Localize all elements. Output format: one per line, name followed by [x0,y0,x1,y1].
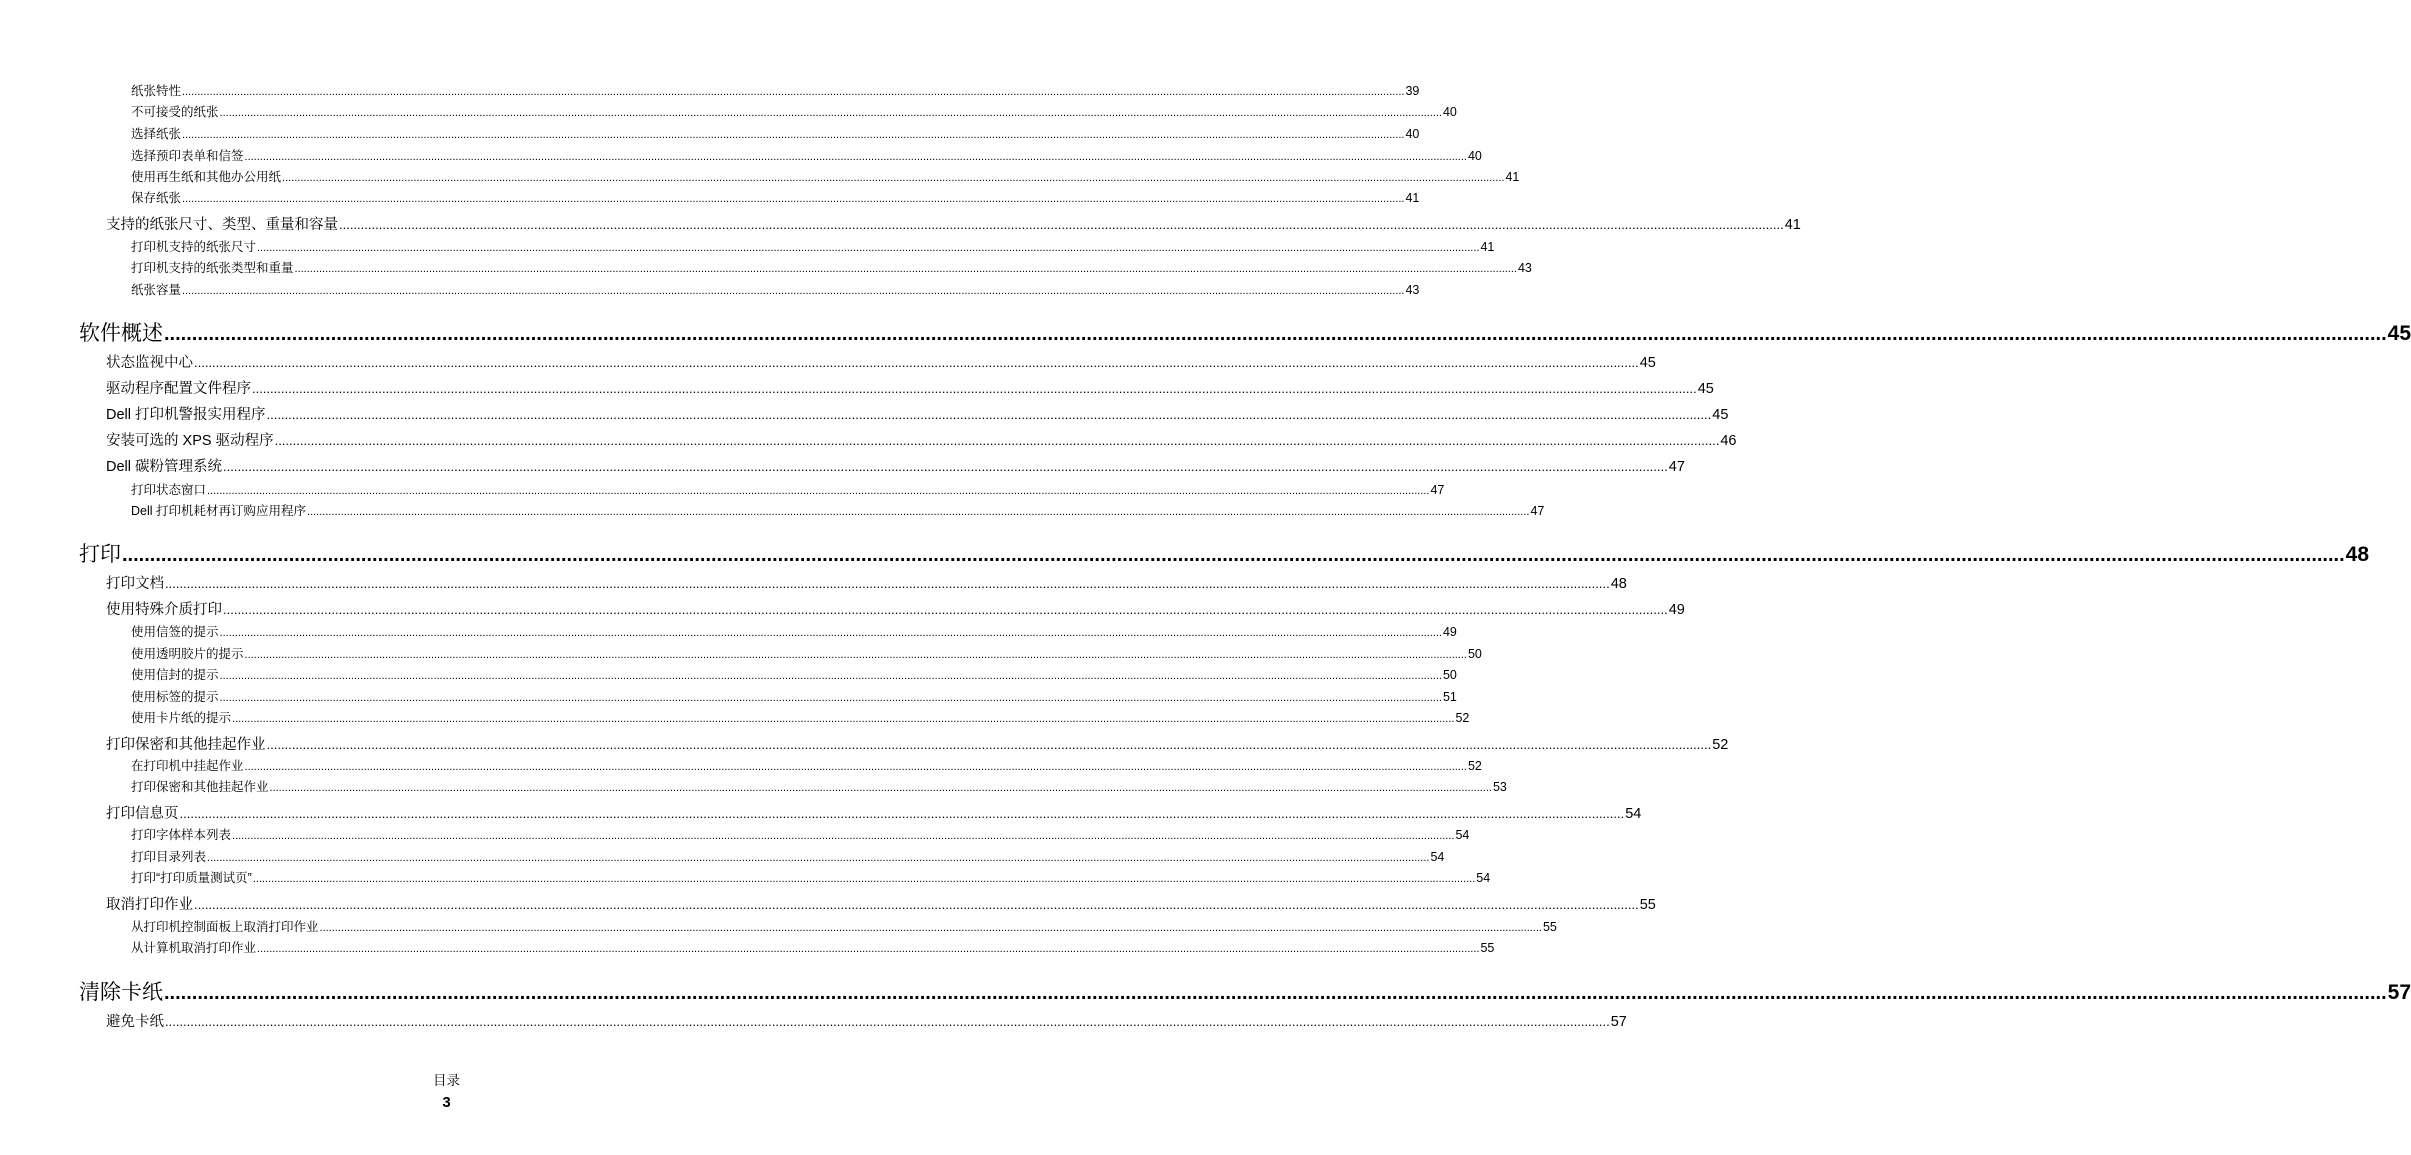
toc-dot-leader: ................................................................................................................................................................................................................................................................................................................................................................................................................ [194,355,1639,370]
toc-subsection-entry[interactable] [131,938,1495,956]
toc-subsection-entry[interactable] [131,146,1482,164]
toc-subsection-entry[interactable] [131,237,1495,255]
toc-entry-title: 安装可选的 XPS 驱动程序 [106,433,274,449]
toc-dot-leader: ................................................................................................................................................................................................................................................................................................................................................................................................................ [223,602,1668,617]
toc-entry-page-number: 53 [1492,780,1507,794]
toc-entry-page-number: 41 [1480,240,1495,254]
toc-section-entry[interactable] [106,572,1627,592]
toc-entry-page-number: 57 [1610,1014,1627,1030]
toc-dot-leader: ................................................................................................................................................................................................................................................................................................................................................................................................................ [223,459,1668,474]
toc-entry-page-number: 57 [2387,981,2411,1004]
toc-dot-leader: ................................................................................................................................................................................................................................................................................................................................................................................................................ [122,544,2345,566]
toc-subsection-entry[interactable] [131,167,1520,185]
toc-entry-title: 使用再生纸和其他办公用纸 [131,170,282,184]
toc-entry-page-number: 39 [1405,84,1420,98]
toc-entry-title: 打印 [79,543,121,566]
toc-entry-page-number: 49 [1668,602,1685,618]
toc-subsection-entry[interactable] [131,622,1457,640]
toc-entry-title: Dell 碳粉管理系统 [106,459,223,475]
toc-chapter-entry[interactable] [79,317,2411,345]
toc-dot-leader: ................................................................................................................................................................................................................................................................................................................................................................................................................ [165,1014,1610,1029]
toc-entry-page-number: 54 [1625,806,1642,822]
toc-dot-leader: ................................................................................................................................................................................................................................................................................................................................................................................................................ [257,943,1480,955]
toc-entry-title: 使用卡片纸的提示 [131,711,232,725]
toc-subsection-entry[interactable] [131,280,1420,298]
toc-entry-title: 纸张特性 [131,84,182,98]
toc-entry-page-number: 40 [1442,105,1457,119]
toc-section-entry[interactable] [106,733,1729,753]
toc-entry-title: 打印机支持的纸张类型和重量 [131,261,294,275]
toc-entry-title: 在打印机中挂起作业 [131,759,244,773]
toc-dot-leader: ................................................................................................................................................................................................................................................................................................................................................................................................................ [164,323,2387,345]
footer-page-number: 3 [442,1094,451,1111]
toc-dot-leader: ................................................................................................................................................................................................................................................................................................................................................................................................................ [266,407,1712,422]
toc-dot-leader: ................................................................................................................................................................................................................................................................................................................................................................................................................ [207,852,1430,864]
toc-entry-title: 取消打印作业 [106,897,193,913]
toc-entry-page-number: 48 [1610,576,1627,592]
toc-dot-leader: ................................................................................................................................................................................................................................................................................................................................................................................................................ [294,263,1517,275]
toc-entry-title: 打印目录列表 [131,850,207,864]
toc-entry-title: 保存纸张 [131,191,182,205]
toc-subsection-entry[interactable] [131,708,1470,726]
toc-dot-leader: ................................................................................................................................................................................................................................................................................................................................................................................................................ [164,982,2387,1004]
toc-entry-page-number: 47 [1668,459,1685,475]
toc-entry-title: 使用信签的提示 [131,625,219,639]
toc-entry-page-number: 41 [1784,217,1801,233]
toc-dot-leader: ................................................................................................................................................................................................................................................................................................................................................................................................................ [319,922,1542,934]
toc-section-entry[interactable] [106,893,1656,913]
toc-entry-page-number: 54 [1476,871,1491,885]
toc-entry-page-number: 41 [1505,170,1520,184]
toc-entry-title: Dell 打印机警报实用程序 [106,407,266,423]
toc-entry-page-number: 49 [1442,625,1457,639]
toc-entry-page-number: 43 [1517,261,1532,275]
toc-entry-title: 不可接受的纸张 [131,105,219,119]
toc-entry-page-number: 55 [1480,941,1495,955]
toc-dot-leader: ................................................................................................................................................................................................................................................................................................................................................................................................................ [182,129,1405,141]
toc-subsection-entry[interactable] [131,917,1557,935]
toc-dot-leader: ................................................................................................................................................................................................................................................................................................................................................................................................................ [182,193,1405,205]
toc-section-entry[interactable] [106,351,1656,371]
toc-dot-leader: ................................................................................................................................................................................................................................................................................................................................................................................................................ [219,107,1442,119]
toc-entry-page-number: 52 [1712,737,1729,753]
toc-subsection-entry[interactable] [131,102,1457,120]
toc-entry-page-number: 55 [1639,897,1656,913]
toc-dot-leader: ................................................................................................................................................................................................................................................................................................................................................................................................................ [244,761,1467,773]
toc-dot-leader: ................................................................................................................................................................................................................................................................................................................................................................................................................ [219,670,1442,682]
toc-entry-title: 使用标签的提示 [131,690,219,704]
toc-dot-leader: ................................................................................................................................................................................................................................................................................................................................................................................................................ [182,285,1405,297]
toc-entry-page-number: 41 [1405,191,1420,205]
toc-entry-page-number: 47 [1430,483,1445,497]
toc-entry-page-number: 52 [1455,711,1470,725]
toc-subsection-entry[interactable] [131,777,1507,795]
toc-entry-title: 打印状态窗口 [131,483,207,497]
toc-entry-title: 避免卡纸 [106,1014,164,1030]
toc-entry-page-number: 47 [1530,504,1545,518]
toc-subsection-entry[interactable] [131,501,1545,519]
toc-entry-title: 使用特殊介质打印 [106,602,222,618]
toc-entry-page-number: 50 [1442,668,1457,682]
toc-entry-title: 打印机支持的纸张尺寸 [131,240,257,254]
toc-dot-leader: ................................................................................................................................................................................................................................................................................................................................................................................................................ [207,485,1430,497]
toc-entry-page-number: 55 [1542,920,1557,934]
toc-section-entry[interactable] [106,1010,1627,1030]
toc-section-entry[interactable] [106,802,1642,822]
toc-entry-page-number: 43 [1405,283,1420,297]
toc-dot-leader: ................................................................................................................................................................................................................................................................................................................................................................................................................ [252,873,1476,885]
toc-entry-title: 打印字体样本列表 [131,828,232,842]
toc-entry-title: 选择预印表单和信签 [131,149,244,163]
toc-dot-leader: ................................................................................................................................................................................................................................................................................................................................................................................................................ [232,713,1455,725]
toc-section-entry[interactable] [106,455,1685,475]
toc-entry-page-number: 54 [1455,828,1470,842]
toc-dot-leader: ................................................................................................................................................................................................................................................................................................................................................................................................................ [282,172,1505,184]
toc-dot-leader: ................................................................................................................................................................................................................................................................................................................................................................................................................ [165,576,1610,591]
toc-entry-page-number: 45 [1639,355,1656,371]
toc-entry-title: 打印保密和其他挂起作业 [106,737,266,753]
toc-entry-title: 从计算机取消打印作业 [131,941,257,955]
toc-section-entry[interactable] [106,377,1714,397]
toc-subsection-entry[interactable] [131,665,1457,683]
toc-entry-page-number: 40 [1467,149,1482,163]
toc-dot-leader: ................................................................................................................................................................................................................................................................................................................................................................................................................ [266,737,1712,752]
toc-entry-page-number: 46 [1720,433,1737,449]
toc-subsection-entry[interactable] [131,825,1470,843]
toc-subsection-entry[interactable] [131,644,1482,662]
toc-dot-leader: ................................................................................................................................................................................................................................................................................................................................................................................................................ [232,830,1455,842]
toc-entry-page-number: 48 [2345,543,2370,566]
toc-entry-title: 打印文档 [106,576,164,592]
toc-entry-page-number: 52 [1467,759,1482,773]
toc-entry-title: 选择纸张 [131,127,182,141]
toc-subsection-entry[interactable] [131,847,1445,865]
toc-entry-title: Dell 打印机耗材再订购应用程序 [131,504,307,518]
toc-dot-leader: ................................................................................................................................................................................................................................................................................................................................................................................................................ [269,782,1492,794]
toc-subsection-entry[interactable] [131,258,1532,276]
footer-section-label: 目录 [433,1073,460,1088]
toc-section-entry[interactable] [106,598,1685,618]
toc-subsection-entry[interactable] [131,868,1491,886]
toc-dot-leader: ................................................................................................................................................................................................................................................................................................................................................................................................................ [179,806,1625,821]
toc-subsection-entry[interactable] [131,756,1482,774]
toc-dot-leader: ................................................................................................................................................................................................................................................................................................................................................................................................................ [194,897,1639,912]
toc-entry-title: 纸张容量 [131,283,182,297]
toc-entry-title: 从打印机控制面板上取消打印作业 [131,920,319,934]
toc-dot-leader: ................................................................................................................................................................................................................................................................................................................................................................................................................ [274,433,1720,448]
toc-entry-page-number: 45 [2387,322,2411,345]
toc-entry-title: 使用透明胶片的提示 [131,647,244,661]
toc-entry-title: 软件概述 [79,322,163,345]
toc-dot-leader: ................................................................................................................................................................................................................................................................................................................................................................................................................ [182,86,1405,98]
toc-entry-page-number: 50 [1467,647,1482,661]
toc-entry-title: 状态监视中心 [106,355,193,371]
toc-chapter-entry[interactable] [79,538,2370,566]
toc-entry-title: 使用信封的提示 [131,668,219,682]
toc-section-entry[interactable] [106,213,1801,233]
toc-entry-title: 清除卡纸 [79,981,163,1004]
toc-entry-title: 支持的纸张尺寸、类型、重量和容量 [106,217,338,233]
toc-chapter-entry[interactable] [79,976,2411,1004]
toc-subsection-entry[interactable] [131,188,1420,206]
toc-entry-title: 驱动程序配置文件程序 [106,381,251,397]
toc-dot-leader: ................................................................................................................................................................................................................................................................................................................................................................................................................ [339,217,1784,232]
toc-dot-leader: ................................................................................................................................................................................................................................................................................................................................................................................................................ [219,692,1442,704]
toc-entry-page-number: 45 [1697,381,1714,397]
toc-entry-page-number: 51 [1442,690,1457,704]
toc-entry-title: 打印信息页 [106,806,179,822]
toc-subsection-entry[interactable] [131,124,1420,142]
toc-subsection-entry[interactable] [131,480,1445,498]
toc-dot-leader: ................................................................................................................................................................................................................................................................................................................................................................................................................ [244,151,1467,163]
toc-dot-leader: ................................................................................................................................................................................................................................................................................................................................................................................................................ [219,627,1442,639]
toc-entry-page-number: 40 [1405,127,1420,141]
toc-entry-page-number: 54 [1430,850,1445,864]
toc-dot-leader: ................................................................................................................................................................................................................................................................................................................................................................................................................ [252,381,1697,396]
toc-dot-leader: ................................................................................................................................................................................................................................................................................................................................................................................................................ [307,506,1530,518]
toc-entry-title: 打印“打印质量测试页” [131,871,252,885]
toc-dot-leader: ................................................................................................................................................................................................................................................................................................................................................................................................................ [257,242,1480,254]
toc-section-entry[interactable] [106,403,1729,423]
toc-subsection-entry[interactable] [131,81,1420,99]
toc-subsection-entry[interactable] [131,687,1457,705]
toc-entry-page-number: 45 [1712,407,1729,423]
toc-entry-title: 打印保密和其他挂起作业 [131,780,269,794]
toc-dot-leader: ................................................................................................................................................................................................................................................................................................................................................................................................................ [244,649,1467,661]
toc-section-entry[interactable] [106,429,1737,449]
